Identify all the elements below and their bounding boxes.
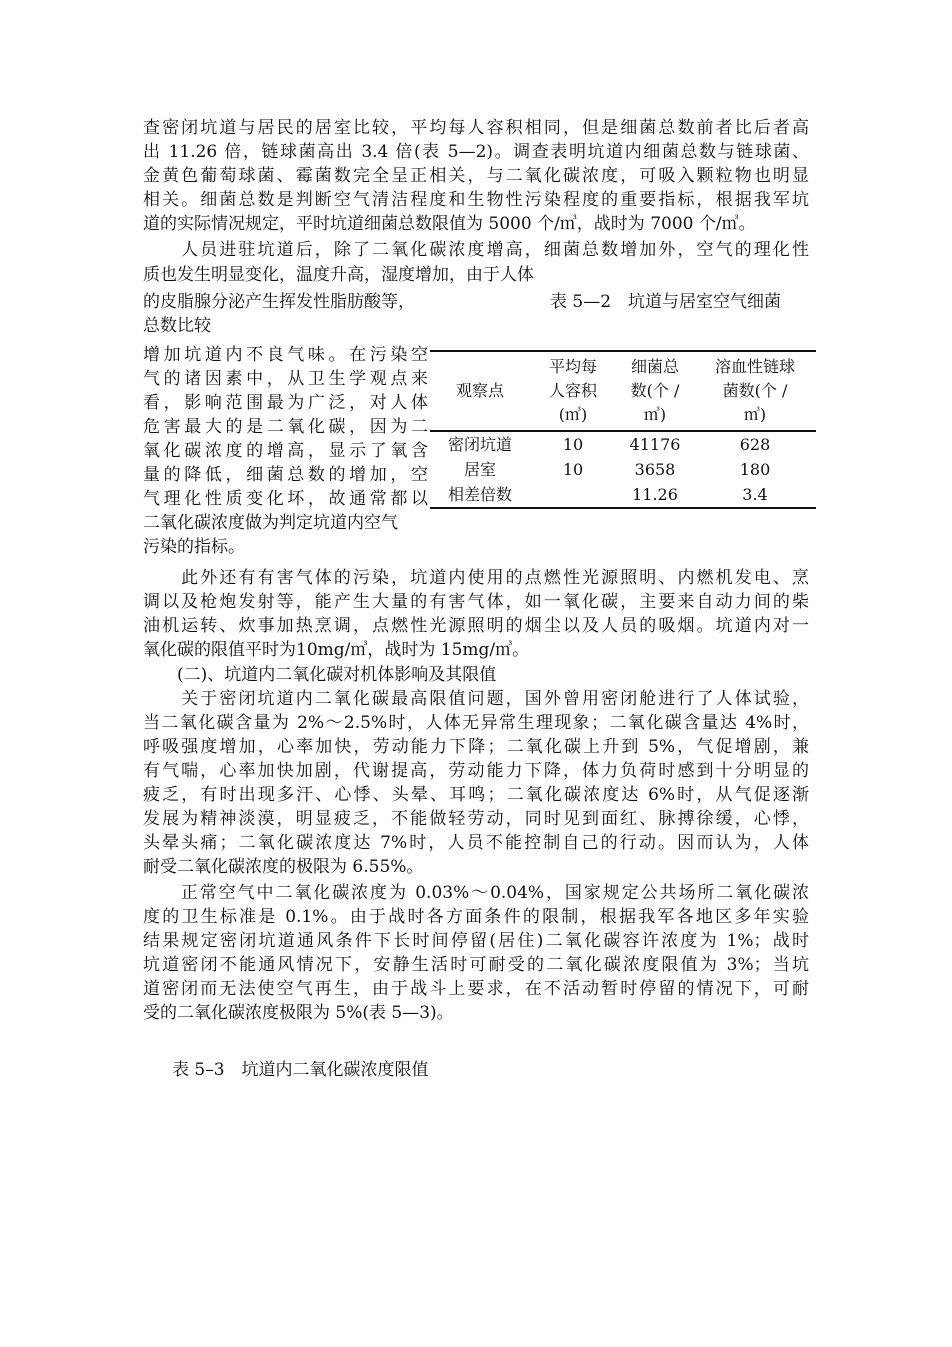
column-header: 观察点: [455, 381, 504, 400]
text-line: 气理化性质变化坏，故通常都以: [143, 489, 428, 509]
text-line: 正常空气中二氧化碳浓度为 0.03%～0.04%，国家规定公共场所二氧化碳浓: [143, 883, 809, 903]
text-line: 看，影响范围最为广泛，对人体: [143, 393, 428, 413]
text-line: 道密闭而无法使空气再生，由于战斗上要求，在不活动暂时停留的情况下，可耐: [143, 979, 809, 999]
table-header-row: [430, 351, 816, 431]
column-header: 细菌总 数(个 / ㎥): [630, 357, 680, 424]
text-line: 度的卫生标准是 0.1%。由于战时各方面条件的限制，根据我军各地区多年实验: [143, 907, 809, 927]
text-line: 发展为精神淡漠，明显疲乏，不能做轻劳动，同时见到面红、脉搏徐缓，心悸，: [143, 809, 809, 829]
table-row: [430, 457, 816, 482]
table-cell: [530, 482, 616, 508]
table-cell: 11.26: [632, 485, 678, 504]
text-line: 质也发生明显变化，温度升高，湿度增加，由于人体: [143, 265, 534, 285]
text-line: 相关。细菌总数是判断空气清洁程度和生物性污染程度的重要指标，根据我军坑: [143, 190, 809, 210]
text-line: 关于密闭坑道内二氧化碳最高限值问题，国外曾用密闭舱进行了人体试验，: [143, 689, 809, 709]
table-caption: 表 5—2 坑道与居室空气细菌: [550, 292, 782, 312]
text-line: 氧化碳的限值平时为10mg/㎥，战时为 15mg/㎥。: [143, 640, 530, 660]
table-row: [430, 431, 816, 457]
text-line: 出 11.26 倍，链球菌高出 3.4 倍(表 5—2)。调查表明坑道内细菌总数与链球菌、: [143, 142, 809, 162]
column-header: 平均每 人容积 (㎥): [548, 357, 597, 424]
table-caption: 表 5–3 坑道内二氧化碳浓度限值: [172, 1060, 429, 1080]
table-cell: 居室: [463, 460, 496, 479]
text-line: 头晕头痛；二氧化碳浓度达 7%时，人员不能控制自己的行动。因而认为，人体: [143, 833, 809, 853]
text-line: 污染的指标。: [143, 537, 245, 557]
bacteria-comparison-table: [430, 350, 816, 509]
column-header: 溶血性链球 菌数(个 / ㎥): [714, 357, 795, 424]
table-cell: 10: [562, 435, 584, 454]
table-cell: 相差倍数: [447, 485, 512, 504]
text-line: 金黄色葡萄球菌、霉菌数完全呈正相关，与二氧化碳浓度，可吸入颗粒物也明显: [143, 166, 809, 186]
table-cell: 3.4: [742, 485, 768, 504]
text-line: 受的二氧化碳浓度极限为 5%(表 5—3)。: [143, 1003, 454, 1023]
text-line: 坑道密闭不能通风情况下，安静生活时可耐受的二氧化碳浓度限值为 3%；当坑: [143, 955, 809, 975]
text-line: 道的实际情况规定，平时坑道细菌总数限值为 5000 个/㎥，战时为 7000 个/㎥。: [143, 214, 756, 234]
table-cell: 3658: [634, 460, 676, 479]
table-cell: 628: [739, 435, 771, 454]
text-line: 总数比较: [143, 316, 211, 336]
text-line: 当二氧化碳含量为 2%～2.5%时，人体无异常生理现象；二氧化碳含量达 4%时，: [143, 713, 809, 733]
text-line: 耐受二氧化碳浓度的极限为 6.55%。: [143, 857, 424, 877]
text-line: 的皮脂腺分泌产生挥发性脂肪酸等，: [143, 292, 415, 312]
text-line: 量的降低，细菌总数的增加，空: [143, 465, 428, 485]
text-line: 危害最大的是二氧化碳，因为二: [143, 417, 428, 437]
text-line: 氧化碳浓度的增高，显示了氧含: [143, 441, 428, 461]
text-line: 疲乏，有时出现多汗、心悸、头晕、耳鸣；二氧化碳浓度达 6%时，从气促逐渐: [143, 785, 809, 805]
table-cell: 密闭坑道: [447, 435, 512, 454]
text-line: 二氧化碳浓度做为判定坑道内空气: [143, 513, 398, 533]
text-line: 增加坑道内不良气味。在污染空: [143, 345, 428, 365]
text-line: 油机运转、炊事加热烹调，点燃性光源照明的烟尘以及人员的吸烟。坑道内对一: [143, 616, 809, 636]
text-line: 气的诸因素中，从卫生学观点来: [143, 369, 428, 389]
text-line: 有气喘，心率加快加剧，代谢提高，劳动能力下降，体力负荷时感到十分明显的: [143, 761, 809, 781]
table-cell: 180: [739, 460, 771, 479]
table-row: [430, 482, 816, 508]
text-line: 结果规定密闭坑道通风条件下长时间停留(居住)二氧化碳容许浓度为 1%；战时: [143, 931, 809, 951]
text-line: 调以及枪炮发射等，能产生大量的有害气体，如一氧化碳，主要来自动力间的柴: [143, 592, 809, 612]
text-line: 此外还有有害气体的污染，坑道内使用的点燃性光源照明、内燃机发电、烹: [143, 568, 809, 588]
section-heading: (二)、坑道内二氧化碳对机体影响及其限值: [143, 665, 497, 685]
text-line: 查密闭坑道与居民的居室比较，平均每人容积相同，但是细菌总数前者比后者高: [143, 118, 809, 138]
table-cell: 10: [562, 460, 584, 479]
table-cell: 41176: [629, 435, 681, 454]
text-line: 人员进驻坑道后，除了二氧化碳浓度增高，细菌总数增加外，空气的理化性: [143, 240, 809, 260]
text-line: 呼吸强度增加，心率加快，劳动能力下降；二氧化碳上升到 5%，气促增剧，兼: [143, 737, 809, 757]
